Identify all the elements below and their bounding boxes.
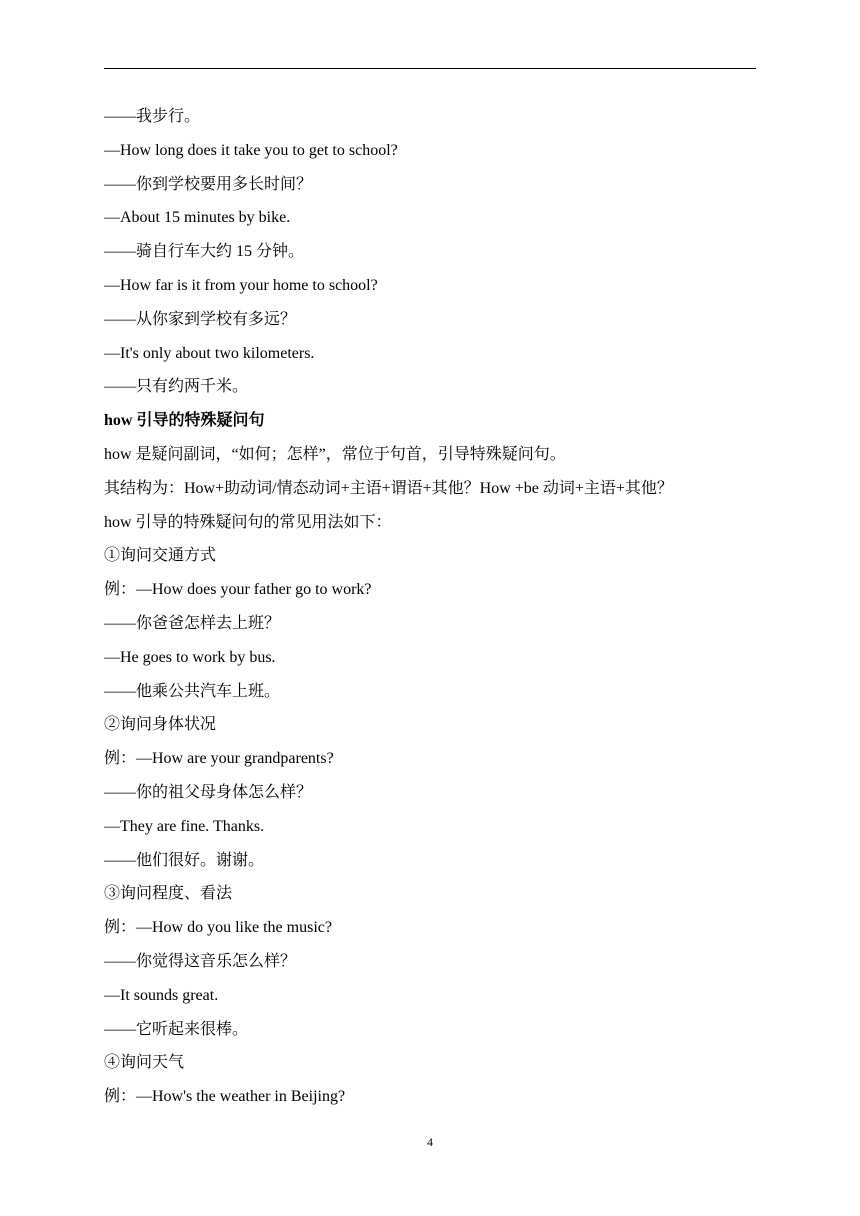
text-line: ——从你家到学校有多远？ xyxy=(104,310,297,328)
document-body xyxy=(104,100,756,1114)
text-line: ——你爸爸怎样去上班？ xyxy=(104,614,281,632)
text-line: ①询问交通方式 xyxy=(104,547,217,565)
text-line: 例：—How does your father go to work? xyxy=(104,581,372,599)
text-line: —They are fine. Thanks. xyxy=(104,817,265,835)
page-number: 4 xyxy=(427,1135,433,1149)
text-line: —He goes to work by bus. xyxy=(104,648,276,666)
text-line: ②询问身体状况 xyxy=(104,716,217,734)
text-line: ——它听起来很棒。 xyxy=(104,1020,249,1038)
text-line: —It's only about two kilometers. xyxy=(104,344,315,362)
section-heading: how 引导的特殊疑问句 xyxy=(104,412,265,430)
text-line: ——你的祖父母身体怎么样？ xyxy=(104,783,313,801)
text-line: how 是疑问副词，“如何；怎样”，常位于句首，引导特殊疑问句。 xyxy=(104,445,566,463)
text-line: —How long does it take you to get to school? xyxy=(104,141,398,159)
text-line: how 引导的特殊疑问句的常见用法如下： xyxy=(104,513,392,531)
text-line: ——他乘公共汽车上班。 xyxy=(104,682,281,700)
text-line: ——你觉得这音乐怎么样？ xyxy=(104,952,297,970)
header-rule xyxy=(104,68,756,69)
text-line: —About 15 minutes by bike. xyxy=(104,209,291,227)
text-line: ——我步行。 xyxy=(104,108,201,125)
text-line: ——骑自行车大约 15 分钟。 xyxy=(104,243,305,261)
text-line: ④询问天气 xyxy=(104,1054,185,1072)
text-line: ——只有约两千米。 xyxy=(104,378,249,396)
text-line: ——他们很好。谢谢。 xyxy=(104,851,265,869)
text-line: —It sounds great. xyxy=(104,986,219,1004)
text-line: 例：—How are your grandparents? xyxy=(104,750,334,768)
text-line: 例：—How do you like the music? xyxy=(104,919,332,937)
text-line: ——你到学校要用多长时间？ xyxy=(104,175,313,193)
text-line: —How far is it from your home to school? xyxy=(104,276,378,294)
text-line: 其结构为：How+助动词/情态动词+主语+谓语+其他？How +be 动词+主语+其他？ xyxy=(104,479,673,497)
text-line: 例：—How's the weather in Beijing? xyxy=(104,1088,346,1106)
text-line: ③询问程度、看法 xyxy=(104,885,233,903)
